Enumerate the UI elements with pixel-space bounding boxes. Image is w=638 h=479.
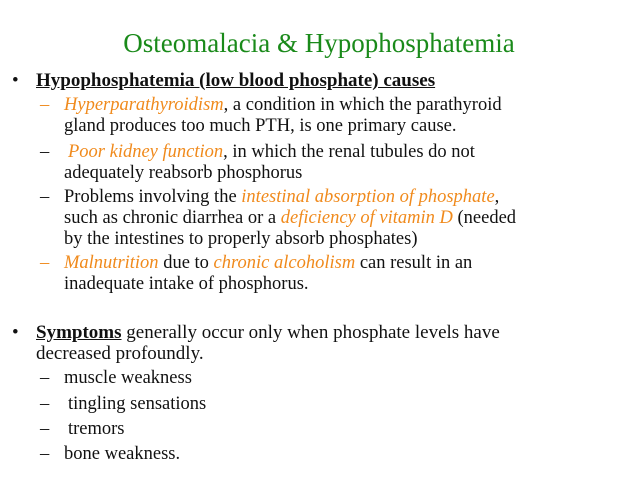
item-dash: – <box>40 394 50 414</box>
causes-heading: Hypophosphatemia (low blood phosphate) causes <box>36 70 436 91</box>
symptom-item: muscle weakness <box>64 368 192 388</box>
cause-item-3-line-1 <box>64 187 499 208</box>
cause-text: such as chronic diarrhea or a <box>64 208 281 228</box>
symptoms-heading: Symptoms <box>36 322 122 343</box>
highlight-term: deficiency of vitamin D <box>280 208 453 228</box>
cause-item-2-line-2: adequately reabsorb phosphorus <box>64 163 303 183</box>
cause-item-3-line-2 <box>64 208 516 229</box>
bullet-marker: • <box>12 70 19 91</box>
item-dash: – <box>40 187 50 207</box>
cause-item-1-line-1 <box>64 95 502 116</box>
symptom-item: tingling sensations <box>68 394 207 414</box>
highlight-term: chronic alcoholism <box>213 253 356 273</box>
cause-text: due to <box>158 253 214 273</box>
item-dash: – <box>40 419 50 439</box>
bullet-marker: • <box>12 322 19 343</box>
cause-item-3-line-3: by the intestines to properly absorb phosphates) <box>64 229 418 249</box>
highlight-term: Hyperparathyroidism <box>64 95 224 115</box>
cause-text: (needed <box>452 208 517 228</box>
cause-text: , <box>494 187 500 207</box>
highlight-term: Malnutrition <box>64 253 159 273</box>
cause-text: , a condition in which the parathyroid <box>223 95 502 115</box>
symptoms-text: generally occur only when phosphate levels have <box>121 322 500 343</box>
symptom-item: tremors <box>68 419 125 439</box>
cause-item-2-line-1 <box>68 142 475 163</box>
slide-title: Osteomalacia & Hypophosphatemia <box>123 28 515 58</box>
cause-text: Problems involving the <box>64 187 242 207</box>
highlight-term: intestinal absorption of phosphate <box>241 187 495 207</box>
cause-text: can result in an <box>355 253 473 273</box>
cause-item-1-line-2: gland produces too much PTH, is one primary cause. <box>64 116 457 136</box>
cause-item-4-line-1 <box>64 253 472 274</box>
symptom-item: bone weakness. <box>64 444 181 464</box>
item-dash: – <box>40 444 50 464</box>
symptoms-line-1 <box>36 322 500 343</box>
highlight-term: Poor kidney function <box>68 142 224 162</box>
symptoms-line-2: decreased profoundly. <box>36 343 204 364</box>
cause-item-4-line-2: inadequate intake of phosphorus. <box>64 274 309 294</box>
item-dash: – <box>40 142 50 162</box>
item-dash: – <box>40 95 50 115</box>
cause-text: , in which the renal tubules do not <box>223 142 475 162</box>
item-dash: – <box>40 368 50 388</box>
item-dash: – <box>40 253 50 273</box>
